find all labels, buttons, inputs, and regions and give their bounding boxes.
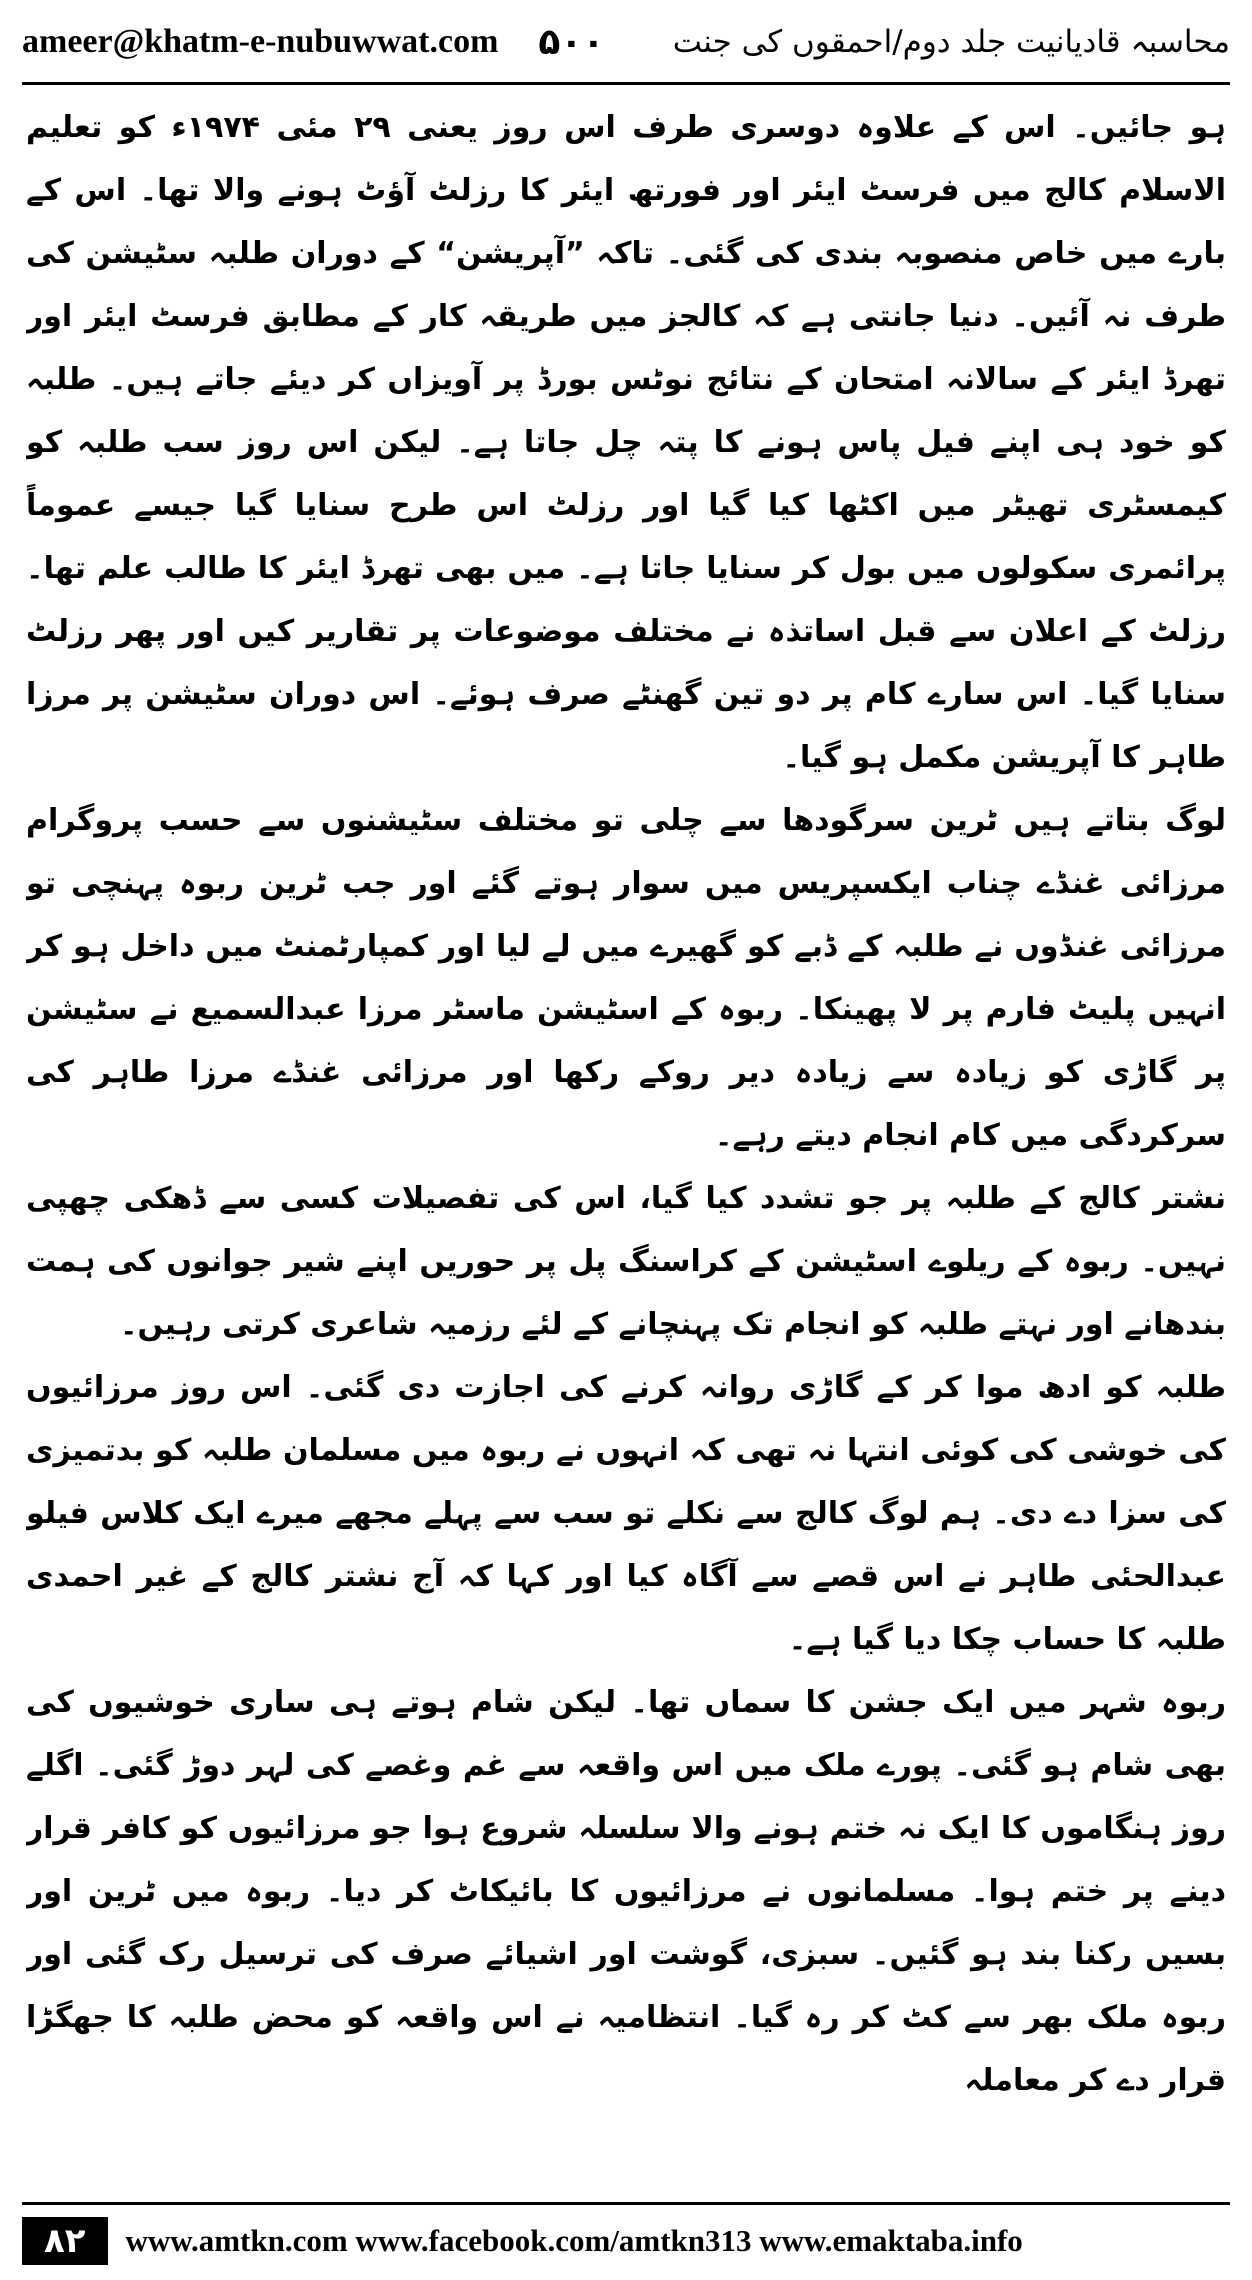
paragraph: ربوہ شہر میں ایک جشن کا سماں تھا۔ لیکن شام ہوتے ہی ساری خوشیوں کی بھی شام ہو گئی۔ پورے ملک میں اس واقعہ سے غم وغصے کی لہر دوڑ گئی۔ اگلے روز ہنگاموں کا ایک نہ ختم ہونے والا سلسلہ شروع ہوا جو مرزائیوں کو کافر قرار دینے پر ختم ہوا۔ مسلمانوں نے مرزائیوں کا بائیکاٹ کر دیا۔ ربوہ میں ٹرین اور بسیں رکنا بند ہو گئیں۔ سبزی، گوشت اور اشیائے صرف کی ترسیل رک گئی اور ربوہ ملک بھر سے کٹ کر رہ گیا۔ انتظامیہ نے اس واقعہ کو محض طلبہ کا جھگڑا قرار دے کر معاملہ (26, 1685, 1226, 2098)
header-divider (22, 82, 1230, 85)
header-book-title: محاسبہ قادیانیت جلد دوم/احمقوں کی جنت (672, 24, 1230, 60)
footer-divider (22, 2202, 1230, 2205)
paragraph: طلبہ کو ادھ موا کر کے گاڑی روانہ کرنے کی اجازت دی گئی۔ اس روز مرزائیوں کی خوشی کی کوئی انتہا نہ تھی کہ انہوں نے ربوہ میں مسلمان طلبہ کو بدتمیزی کی سزا دے دی۔ ہم لوگ کالج سے نکلے تو سب سے پہلے مجھے میرے ایک کلاس فیلو عبدالحئی طاہر نے اس قصے سے آگاہ کیا اور کہا کہ آج نشتر کالج کے غیر احمدی طلبہ کا حساب چکا دیا گیا ہے۔ (26, 1370, 1226, 1657)
header-email: ameer@khatm-e-nubuwwat.com (22, 23, 499, 60)
body-text (26, 96, 1226, 2151)
footer-urls: www.amtkn.com www.facebook.com/amtkn313 www.emaktaba.info (125, 2223, 1023, 2258)
footer-page-number: ۸۲ (22, 2217, 108, 2265)
page-footer (22, 2212, 1230, 2270)
page-header (22, 6, 1230, 78)
header-page-number: ۵۰۰ (538, 21, 605, 63)
paragraph: ہو جائیں۔ اس کے علاوہ دوسری طرف اس روز یعنی ۲۹ مئی ۱۹۷۴ء کو تعلیم الاسلام کالج میں فرسٹ ایئر اور فورتھ ایئر کا رزلٹ آؤٹ ہونے والا تھا۔ اس کے بارے میں خاص منصوبہ بندی کی گئی۔ تاکہ ”آپریشن“ کے دوران طلبہ سٹیشن کی طرف نہ آئیں۔ دنیا جانتی ہے کہ کالجز میں طریقہ کار کے مطابق فرسٹ ایئر اور تھرڈ ایئر کے سالانہ امتحان کے نتائج نوٹس بورڈ پر آویزاں کر دیئے جاتے ہیں۔ طلبہ کو خود ہی اپنے فیل پاس ہونے کا پتہ چل جاتا ہے۔ لیکن اس روز سب طلبہ کو کیمسٹری تھیٹر میں اکٹھا کیا گیا اور رزلٹ اس طرح سنایا گیا جیسے عموماً پرائمری سکولوں میں بول کر سنایا جاتا ہے۔ میں بھی تھرڈ ایئر کا طالب علم تھا۔ رزلٹ کے اعلان سے قبل اساتذہ نے مختلف موضوعات پر تقاریر کیں اور پھر رزلٹ سنایا گیا۔ اس سارے کام پر دو تین گھنٹے صرف ہوئے۔ اس دوران سٹیشن پر مرزا طاہر کا آپریشن مکمل ہو گیا۔ (26, 110, 1226, 775)
paragraph: لوگ بتاتے ہیں ٹرین سرگودھا سے چلی تو مختلف سٹیشنوں سے حسب پروگرام مرزائی غنڈے چناب ایکسپریس میں سوار ہوتے گئے اور جب ٹرین ربوہ پہنچی تو مرزائی غنڈوں نے طلبہ کے ڈبے کو گھیرے میں لے لیا اور کمپارٹمنٹ میں داخل ہو کر انہیں پلیٹ فارم پر لا پھینکا۔ ربوہ کے اسٹیشن ماسٹر مرزا عبدالسمیع نے سٹیشن پر گاڑی کو زیادہ سے زیادہ دیر روکے رکھا اور مرزائی غنڈے مرزا طاہر کی سرکردگی میں کام انجام دیتے رہے۔ (26, 803, 1226, 1153)
paragraph: نشتر کالج کے طلبہ پر جو تشدد کیا گیا، اس کی تفصیلات کسی سے ڈھکی چھپی نہیں۔ ربوہ کے ریلوے اسٹیشن کے کراسنگ پل پر حوریں اپنے شیر جوانوں کی ہمت بندھانے اور نہتے طلبہ کو انجام تک پہنچانے کے لئے رزمیہ شاعری کرتی رہیں۔ (26, 1181, 1226, 1342)
